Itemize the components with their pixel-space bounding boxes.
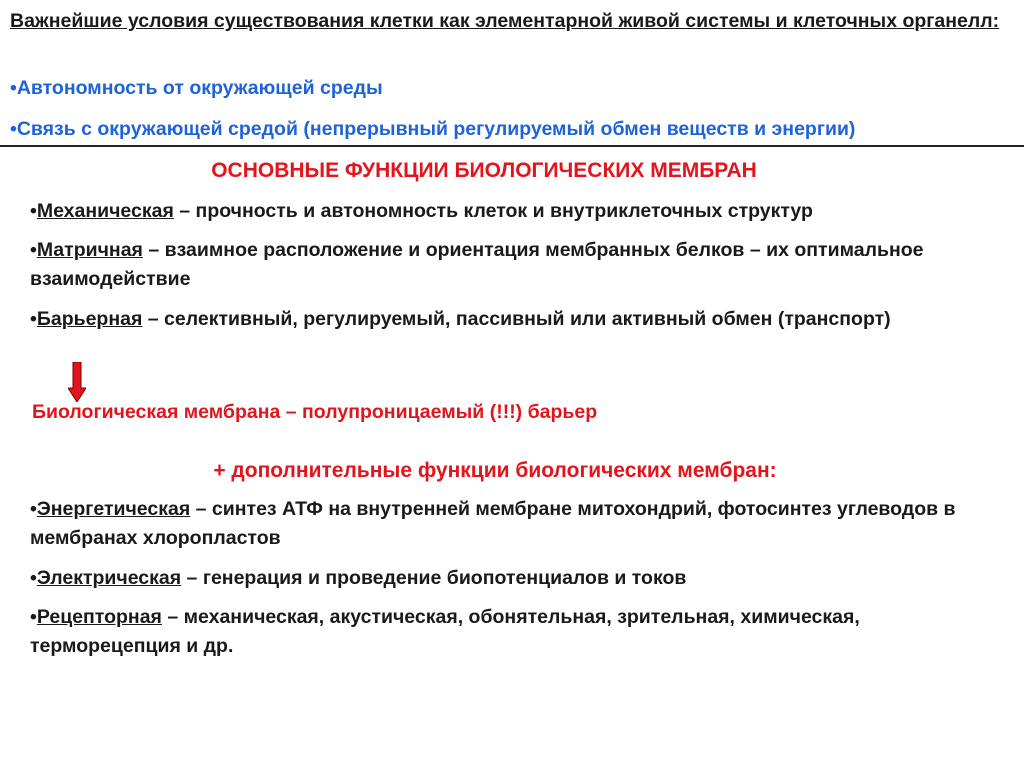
- section-heading: ОСНОВНЫЕ ФУНКЦИИ БИОЛОГИЧЕСКИХ МЕМБРАН: [211, 159, 757, 182]
- function-description: – селективный, регулируемый, пассивный или активный обмен (транспорт): [142, 308, 891, 330]
- function-description: – прочность и автономность клеток и внутриклеточных структур: [173, 200, 813, 222]
- function-description: – взаимное расположение и ориентация мембранных белков – их оптимальное взаимодействие: [30, 239, 924, 290]
- membrane-conclusion: Биологическая мембрана – полупроницаемый (!!!) барьер: [32, 401, 598, 423]
- function-term: Электрическая: [36, 567, 182, 589]
- function-item-energy: [30, 495, 990, 553]
- condition-autonomy: •Автономность от окружающей среды: [10, 77, 383, 99]
- bullet: •: [30, 606, 37, 628]
- bullet: •: [30, 498, 37, 520]
- header-title: Важнейшие условия существования клетки как элементарной живой системы и клеточных органелл:: [10, 10, 1000, 32]
- condition-connection: •Связь с окружающей средой (непрерывный регулируемый обмен веществ и энергии): [10, 118, 856, 140]
- bullet: •: [30, 200, 37, 222]
- function-term: Матричная: [36, 239, 143, 261]
- function-description: – механическая, акустическая, обонятельная, зрительная, химическая, терморецепция и др.: [30, 606, 860, 657]
- function-term: Рецепторная: [36, 606, 162, 628]
- function-item-mechanical: [30, 197, 990, 226]
- bullet: •: [30, 308, 37, 330]
- bullet: •: [30, 567, 37, 589]
- function-term: Энергетическая: [36, 498, 191, 520]
- function-item-matrix: [30, 236, 990, 294]
- header-divider: [0, 145, 1024, 147]
- down-arrow-icon: [68, 362, 86, 402]
- function-term: Барьерная: [36, 308, 143, 330]
- function-item-receptor: [30, 603, 990, 661]
- function-item-electric: [30, 564, 990, 593]
- function-description: – синтез АТФ на внутренней мембране митохондрий, фотосинтез углеводов в мембранах хлоропластов: [30, 498, 956, 549]
- function-item-barrier: [30, 305, 990, 334]
- function-description: – генерация и проведение биопотенциалов и токов: [181, 567, 687, 589]
- function-term: Механическая: [36, 200, 174, 222]
- bullet: •: [30, 239, 37, 261]
- extra-section-heading: + дополнительные функции биологических мембран:: [213, 459, 777, 482]
